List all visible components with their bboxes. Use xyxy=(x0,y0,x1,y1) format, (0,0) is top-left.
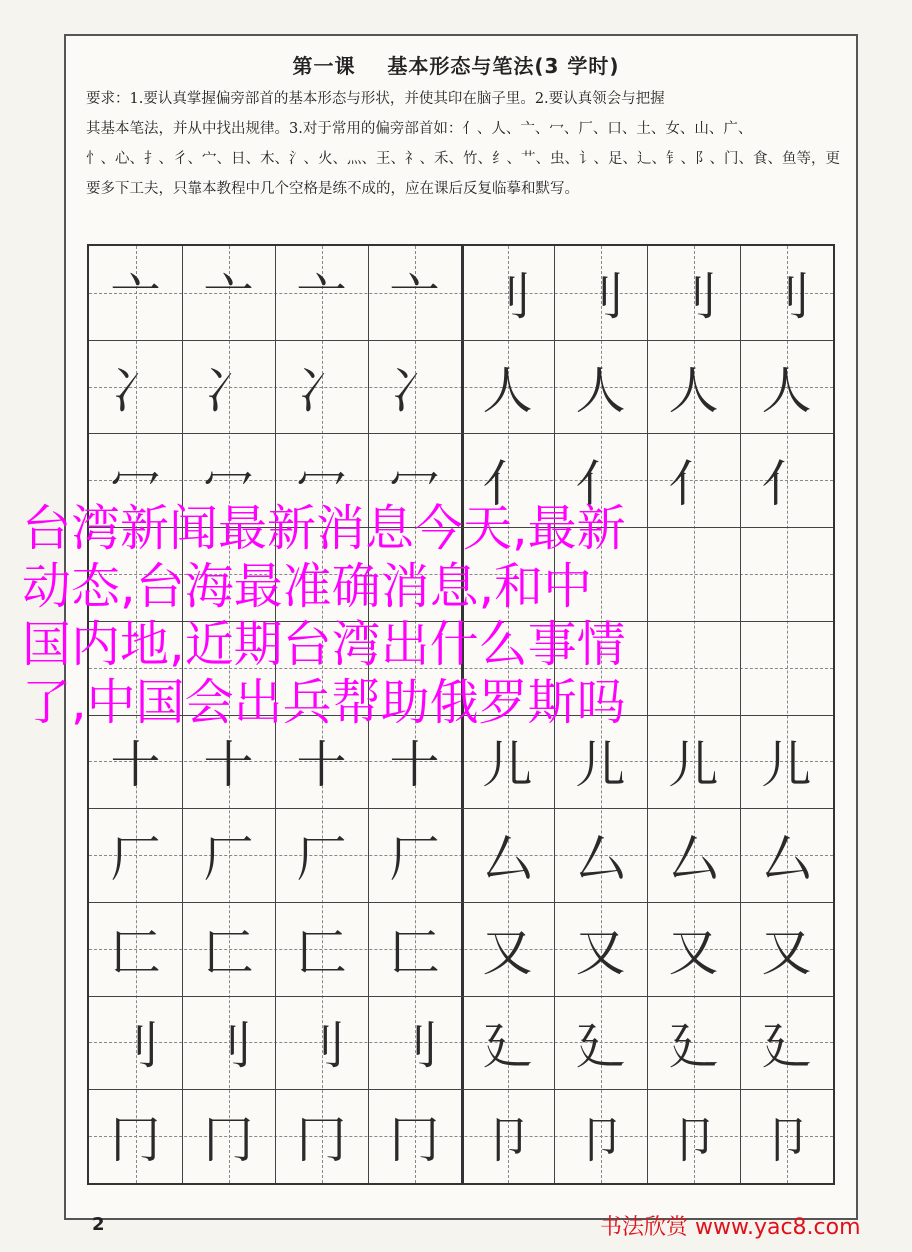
practice-cell: 十 xyxy=(203,736,254,795)
practice-cell: 儿 xyxy=(668,736,719,795)
practice-cell: 卩 xyxy=(761,1111,812,1170)
practice-cell: 冖 xyxy=(296,455,347,514)
practice-cell: 厶 xyxy=(668,830,719,889)
lesson-number: 第一课 xyxy=(292,54,356,78)
practice-cell: 厂 xyxy=(203,830,254,889)
practice-cell: 人 xyxy=(761,361,812,420)
practice-cell: 冫 xyxy=(110,361,161,420)
practice-cell: 十 xyxy=(110,736,161,795)
practice-cell: 廴 xyxy=(668,1017,719,1076)
practice-cell: 冖 xyxy=(203,455,254,514)
requirements-line: 忄、心、扌、彳、宀、日、木、氵、火、灬、王、礻、禾、竹、纟、艹、虫、讠、足、辶、钅、阝、门、食、鱼等，更 xyxy=(86,151,840,167)
practice-cell: 卩 xyxy=(482,1111,533,1170)
practice-cell: 儿 xyxy=(482,736,533,795)
practice-cell: 冖 xyxy=(110,455,161,514)
practice-cell: 人 xyxy=(575,361,626,420)
practice-cell: 卩 xyxy=(668,1111,719,1170)
practice-cell: 亠 xyxy=(110,267,161,326)
practice-cell: 人 xyxy=(482,361,533,420)
practice-cell: 厂 xyxy=(296,830,347,889)
practice-cell: 匚 xyxy=(296,923,347,982)
requirements-line: 其基本笔法，并从中找出规律。3.对于常用的偏旁部首如：亻、人、亠、冖、厂、口、土、女、山、广、 xyxy=(86,121,753,137)
practice-cell: 亠 xyxy=(296,267,347,326)
practice-cell: 厶 xyxy=(575,830,626,889)
practice-cell: 刂 xyxy=(296,1017,347,1076)
practice-cell: 厂 xyxy=(110,830,161,889)
practice-cell: 人 xyxy=(668,361,719,420)
practice-cell: 刂 xyxy=(110,1017,161,1076)
practice-cell: 亻 xyxy=(668,455,719,514)
practice-cell: 厶 xyxy=(482,830,533,889)
lesson-title xyxy=(0,50,912,79)
practice-cell: 冂 xyxy=(110,1111,161,1170)
practice-cell: 儿 xyxy=(761,736,812,795)
practice-cell: 刂 xyxy=(575,267,626,326)
headline-overlay xyxy=(22,500,902,732)
practice-cell: 亠 xyxy=(389,267,440,326)
practice-cell: 冫 xyxy=(389,361,440,420)
practice-cell: 冫 xyxy=(296,361,347,420)
practice-cell: 亻 xyxy=(575,455,626,514)
requirements-line: 要求：1.要认真掌握偏旁部首的基本形态与形状，并使其印在脑子里。2.要认真领会与把握 xyxy=(86,91,665,107)
practice-cell: 廴 xyxy=(482,1017,533,1076)
practice-cell: 刂 xyxy=(203,1017,254,1076)
practice-cell: 匚 xyxy=(389,923,440,982)
practice-cell: 匚 xyxy=(203,923,254,982)
lesson-topic: 基本形态与笔法 xyxy=(387,54,535,78)
practice-cell: 亠 xyxy=(203,267,254,326)
practice-cell: 廴 xyxy=(761,1017,812,1076)
practice-cell: 又 xyxy=(575,923,626,982)
practice-cell: 厶 xyxy=(761,830,812,889)
practice-cell: 卩 xyxy=(575,1111,626,1170)
requirements-paragraph xyxy=(86,84,851,204)
practice-cell: 亻 xyxy=(761,455,812,514)
headline-line: 了,中国会出兵帮助俄罗斯吗 xyxy=(22,674,626,731)
practice-cell: 十 xyxy=(389,736,440,795)
practice-cell: 冖 xyxy=(389,455,440,514)
practice-cell: 又 xyxy=(482,923,533,982)
practice-cell: 亻 xyxy=(482,455,533,514)
practice-cell: 刂 xyxy=(761,267,812,326)
practice-cell: 又 xyxy=(761,923,812,982)
practice-cell: 刂 xyxy=(389,1017,440,1076)
practice-cell: 儿 xyxy=(575,736,626,795)
requirements-line: 要多下工夫，只靠本教程中几个空格是练不成的，应在课后反复临摹和默写。 xyxy=(86,181,579,197)
headline-line: 动态,台海最准确消息,和中 xyxy=(22,558,593,615)
headline-line: 国内地,近期台湾出什么事情 xyxy=(22,616,626,673)
practice-cell: 厂 xyxy=(389,830,440,889)
practice-cell: 匚 xyxy=(110,923,161,982)
practice-cell: 刂 xyxy=(482,267,533,326)
practice-cell: 廴 xyxy=(575,1017,626,1076)
practice-cell: 冂 xyxy=(296,1111,347,1170)
site-watermark[interactable]: 书法欣赏 www.yac8.com xyxy=(600,1215,861,1240)
practice-cell: 冂 xyxy=(389,1111,440,1170)
practice-cell: 又 xyxy=(668,923,719,982)
practice-cell: 刂 xyxy=(668,267,719,326)
practice-cell: 十 xyxy=(296,736,347,795)
headline-line: 台湾新闻最新消息今天,最新 xyxy=(22,500,626,557)
page-number: 2 xyxy=(92,1214,105,1235)
lesson-hours: (3 学时) xyxy=(534,54,620,78)
practice-cell: 冂 xyxy=(203,1111,254,1170)
practice-cell: 冫 xyxy=(203,361,254,420)
